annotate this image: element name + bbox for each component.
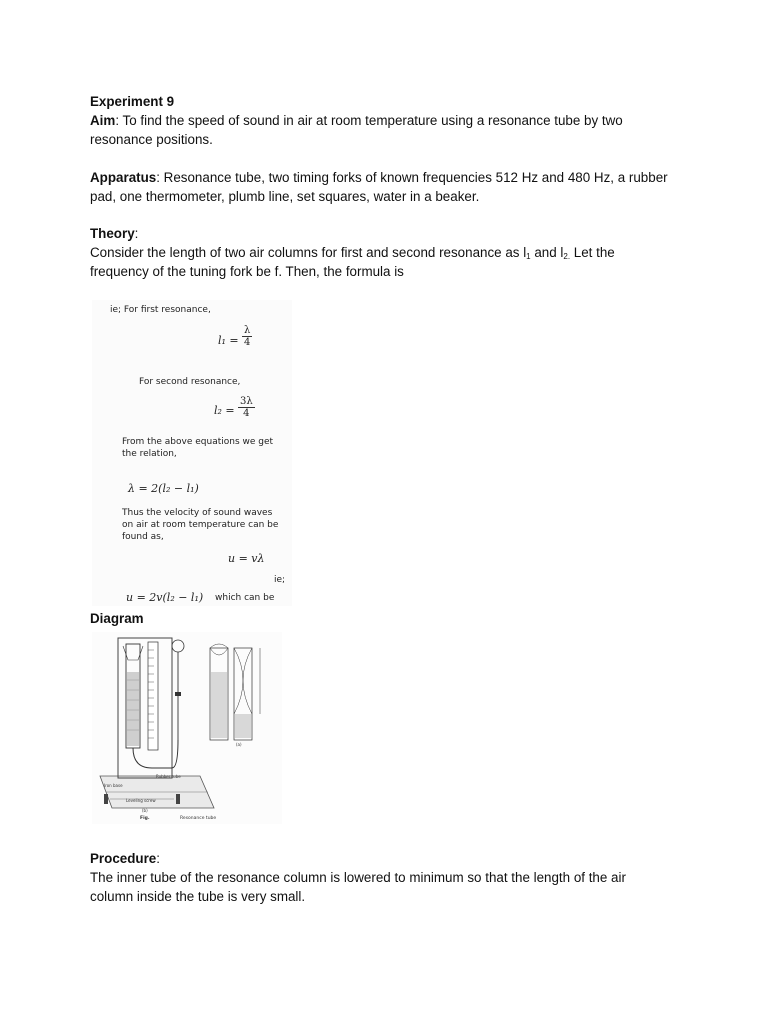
formula-line-velocity-2: on air at room temperature can be bbox=[122, 520, 279, 530]
formula-line-velocity-1: Thus the velocity of sound waves bbox=[122, 508, 273, 518]
resonance-tube-diagram bbox=[92, 632, 282, 824]
resonance-tube-illustration bbox=[92, 632, 282, 824]
equation-l1-lhs: l₁ = bbox=[218, 334, 239, 347]
equation-u-final: u = 2v(l₂ − l₁) bbox=[126, 591, 204, 604]
experiment-title: Experiment 9 bbox=[90, 94, 175, 109]
fig-b-label: (b) bbox=[142, 808, 148, 813]
formula-line-velocity-3: found as, bbox=[122, 532, 164, 542]
fig-label: Fig. bbox=[140, 816, 150, 821]
formula-line-second-resonance: For second resonance, bbox=[139, 377, 241, 387]
formula-line-relation-1: From the above equations we get bbox=[122, 437, 274, 447]
equation-lambda: λ = 2(l₂ − l₁) bbox=[128, 482, 199, 495]
procedure-text: The inner tube of the resonance column is lowered to minimum so that the length of the air column inside the tube is very small. bbox=[90, 870, 626, 904]
rubber-tube-label: Rubber tube bbox=[156, 774, 181, 779]
leveling-screw-label: Leveling screw bbox=[126, 798, 156, 803]
diagram-label: Diagram bbox=[90, 611, 144, 626]
aim-paragraph bbox=[90, 111, 670, 149]
formula-line-ie: ie; bbox=[274, 575, 286, 585]
theory-paragraph: Consider the length of two air columns for first and second resonance as $l_1$ and $l_{2.}$ Let the frequency of the tuning fork be f. Then, the formula is bbox=[90, 245, 615, 279]
equation-l1-fraction: λ 4 bbox=[243, 325, 251, 348]
procedure-heading: Procedure: bbox=[90, 851, 160, 866]
formula-image bbox=[92, 300, 292, 606]
aim-label: Aim bbox=[90, 113, 116, 128]
aim-text: : To find the speed of sound in air at room temperature using a resonance tube by two resonance positions. bbox=[90, 113, 623, 147]
formula-line-relation-2: the relation, bbox=[122, 449, 177, 459]
apparatus-paragraph bbox=[90, 168, 670, 206]
equation-l2-lhs: l₂ = bbox=[214, 404, 235, 417]
equation-u-v-lambda: u = vλ bbox=[228, 552, 265, 565]
iron-base-label: Iron base bbox=[104, 783, 123, 788]
equation-l2-fraction: 3λ 4 bbox=[240, 396, 253, 419]
fig-a-label: (a) bbox=[236, 742, 242, 747]
theory-section bbox=[90, 224, 670, 281]
apparatus-label: Apparatus bbox=[90, 170, 157, 185]
procedure-section bbox=[90, 849, 670, 906]
theory-heading: Theory: bbox=[90, 226, 139, 241]
formula-line-tail: which can be bbox=[215, 593, 275, 603]
formula-line-first-resonance: ie; For first resonance, bbox=[110, 305, 211, 315]
aim-section bbox=[90, 92, 670, 149]
caption-label: Resonance tube bbox=[180, 816, 217, 821]
apparatus-text: : Resonance tube, two timing forks of known frequencies 512 Hz and 480 Hz, a rubber pad, one thermometer, plumb line, set squares, water in a beaker. bbox=[90, 170, 668, 204]
